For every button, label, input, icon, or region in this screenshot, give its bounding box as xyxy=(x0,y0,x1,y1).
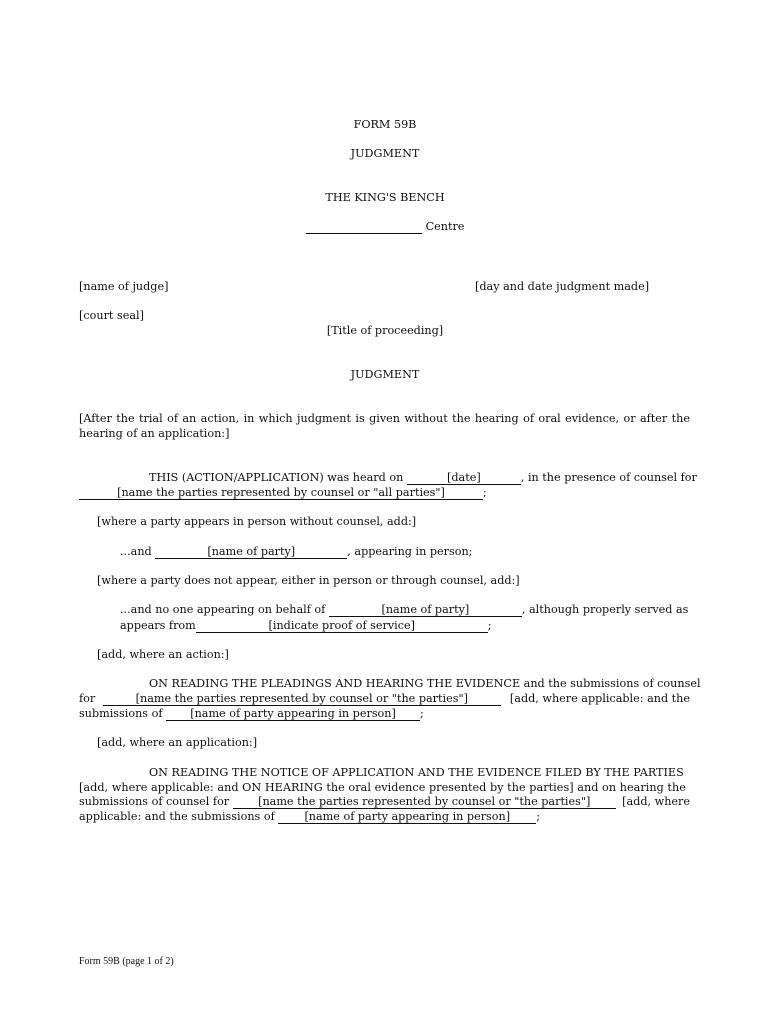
parties-line xyxy=(79,486,487,500)
judge-name: [name of judge] xyxy=(79,280,169,293)
appearing-suffix: , appearing in person; xyxy=(347,545,473,558)
add-where: [add, where xyxy=(622,795,690,808)
notice-line: ON READING THE NOTICE OF APPLICATION AND THE EVIDENCE FILED BY THE PARTIES xyxy=(149,766,684,779)
submissions-counsel-for: submissions of counsel for xyxy=(79,795,230,808)
page-footer: Form 59B (page 1 of 2) xyxy=(79,956,174,967)
court-seal: [court seal] xyxy=(79,309,144,322)
application-note: [add, where an application:] xyxy=(97,736,258,749)
party-in-person: [name of party appearing in person] xyxy=(166,707,420,721)
parties-counsel: [name the parties represented by counsel or "all parties"] xyxy=(79,486,483,500)
no-one-prefix: ...and no one appearing on behalf of xyxy=(120,603,326,616)
centre-label: Centre xyxy=(425,220,465,233)
centre-line xyxy=(306,220,464,234)
for-parties-line xyxy=(79,692,690,706)
heard-date: [date] xyxy=(407,471,521,485)
for-word: for xyxy=(79,692,96,705)
parties-the-2: [name the parties represented by counsel or "the parties"] xyxy=(233,795,616,809)
action-note: [add, where an action:] xyxy=(97,648,229,661)
pleadings-line: ON READING THE PLEADINGS AND HEARING THE EVIDENCE and the submissions of counsel xyxy=(149,677,701,690)
party-in-person-2: [name of party appearing in person] xyxy=(278,810,536,824)
applicable-line xyxy=(79,810,540,824)
judgment-heading: JUDGMENT xyxy=(350,368,420,381)
no-one-line xyxy=(120,603,688,617)
oral-line: [add, where applicable: and ON HEARING the oral evidence presented by the parties] and on hearing the xyxy=(79,781,686,794)
party-name: [name of party] xyxy=(155,545,347,559)
proof-of-service: [indicate proof of service] xyxy=(196,619,488,633)
service-semicolon: ; xyxy=(487,619,492,632)
heard-suffix: , in the presence of counsel for xyxy=(520,471,697,484)
intro-note: [After the trial of an action, in which judgment is given without the hearing of oral evidence, or after the hearing of an application:] xyxy=(79,412,690,440)
form-number: FORM 59B xyxy=(353,118,417,131)
submissions-semicolon: ; xyxy=(420,707,424,720)
no-one-party: [name of party] xyxy=(329,603,522,617)
no-appear-note: [where a party does not appear, either in person or through counsel, add:] xyxy=(97,574,520,587)
appears-from: appears from xyxy=(120,619,196,632)
submissions-line xyxy=(79,707,424,721)
and-party-line xyxy=(120,545,472,559)
parties-the: [name the parties represented by counsel or "the parties"] xyxy=(103,692,501,706)
heard-prefix: THIS (ACTION/APPLICATION) was heard on xyxy=(149,471,404,484)
parties-semicolon: ; xyxy=(483,486,487,499)
final-semicolon: ; xyxy=(536,810,541,823)
add-applicable-and-the: [add, where applicable: and the xyxy=(509,692,690,705)
court-name: THE KING'S BENCH xyxy=(325,191,445,204)
appears-from-line xyxy=(120,619,492,633)
submissions-of: submissions of xyxy=(79,707,163,720)
judgment-date: [day and date judgment made] xyxy=(475,280,650,293)
form-title: JUDGMENT xyxy=(350,147,420,160)
heard-line xyxy=(149,471,697,485)
served-suffix: , although properly served as xyxy=(521,603,689,616)
proceeding-title: [Title of proceeding] xyxy=(326,324,444,337)
counsel-for-line xyxy=(79,795,690,809)
applicable-submissions: applicable: and the submissions of xyxy=(79,810,275,823)
and-prefix: ...and xyxy=(120,545,152,558)
centre-blank xyxy=(306,220,422,234)
self-rep-note: [where a party appears in person without counsel, add:] xyxy=(97,515,417,528)
